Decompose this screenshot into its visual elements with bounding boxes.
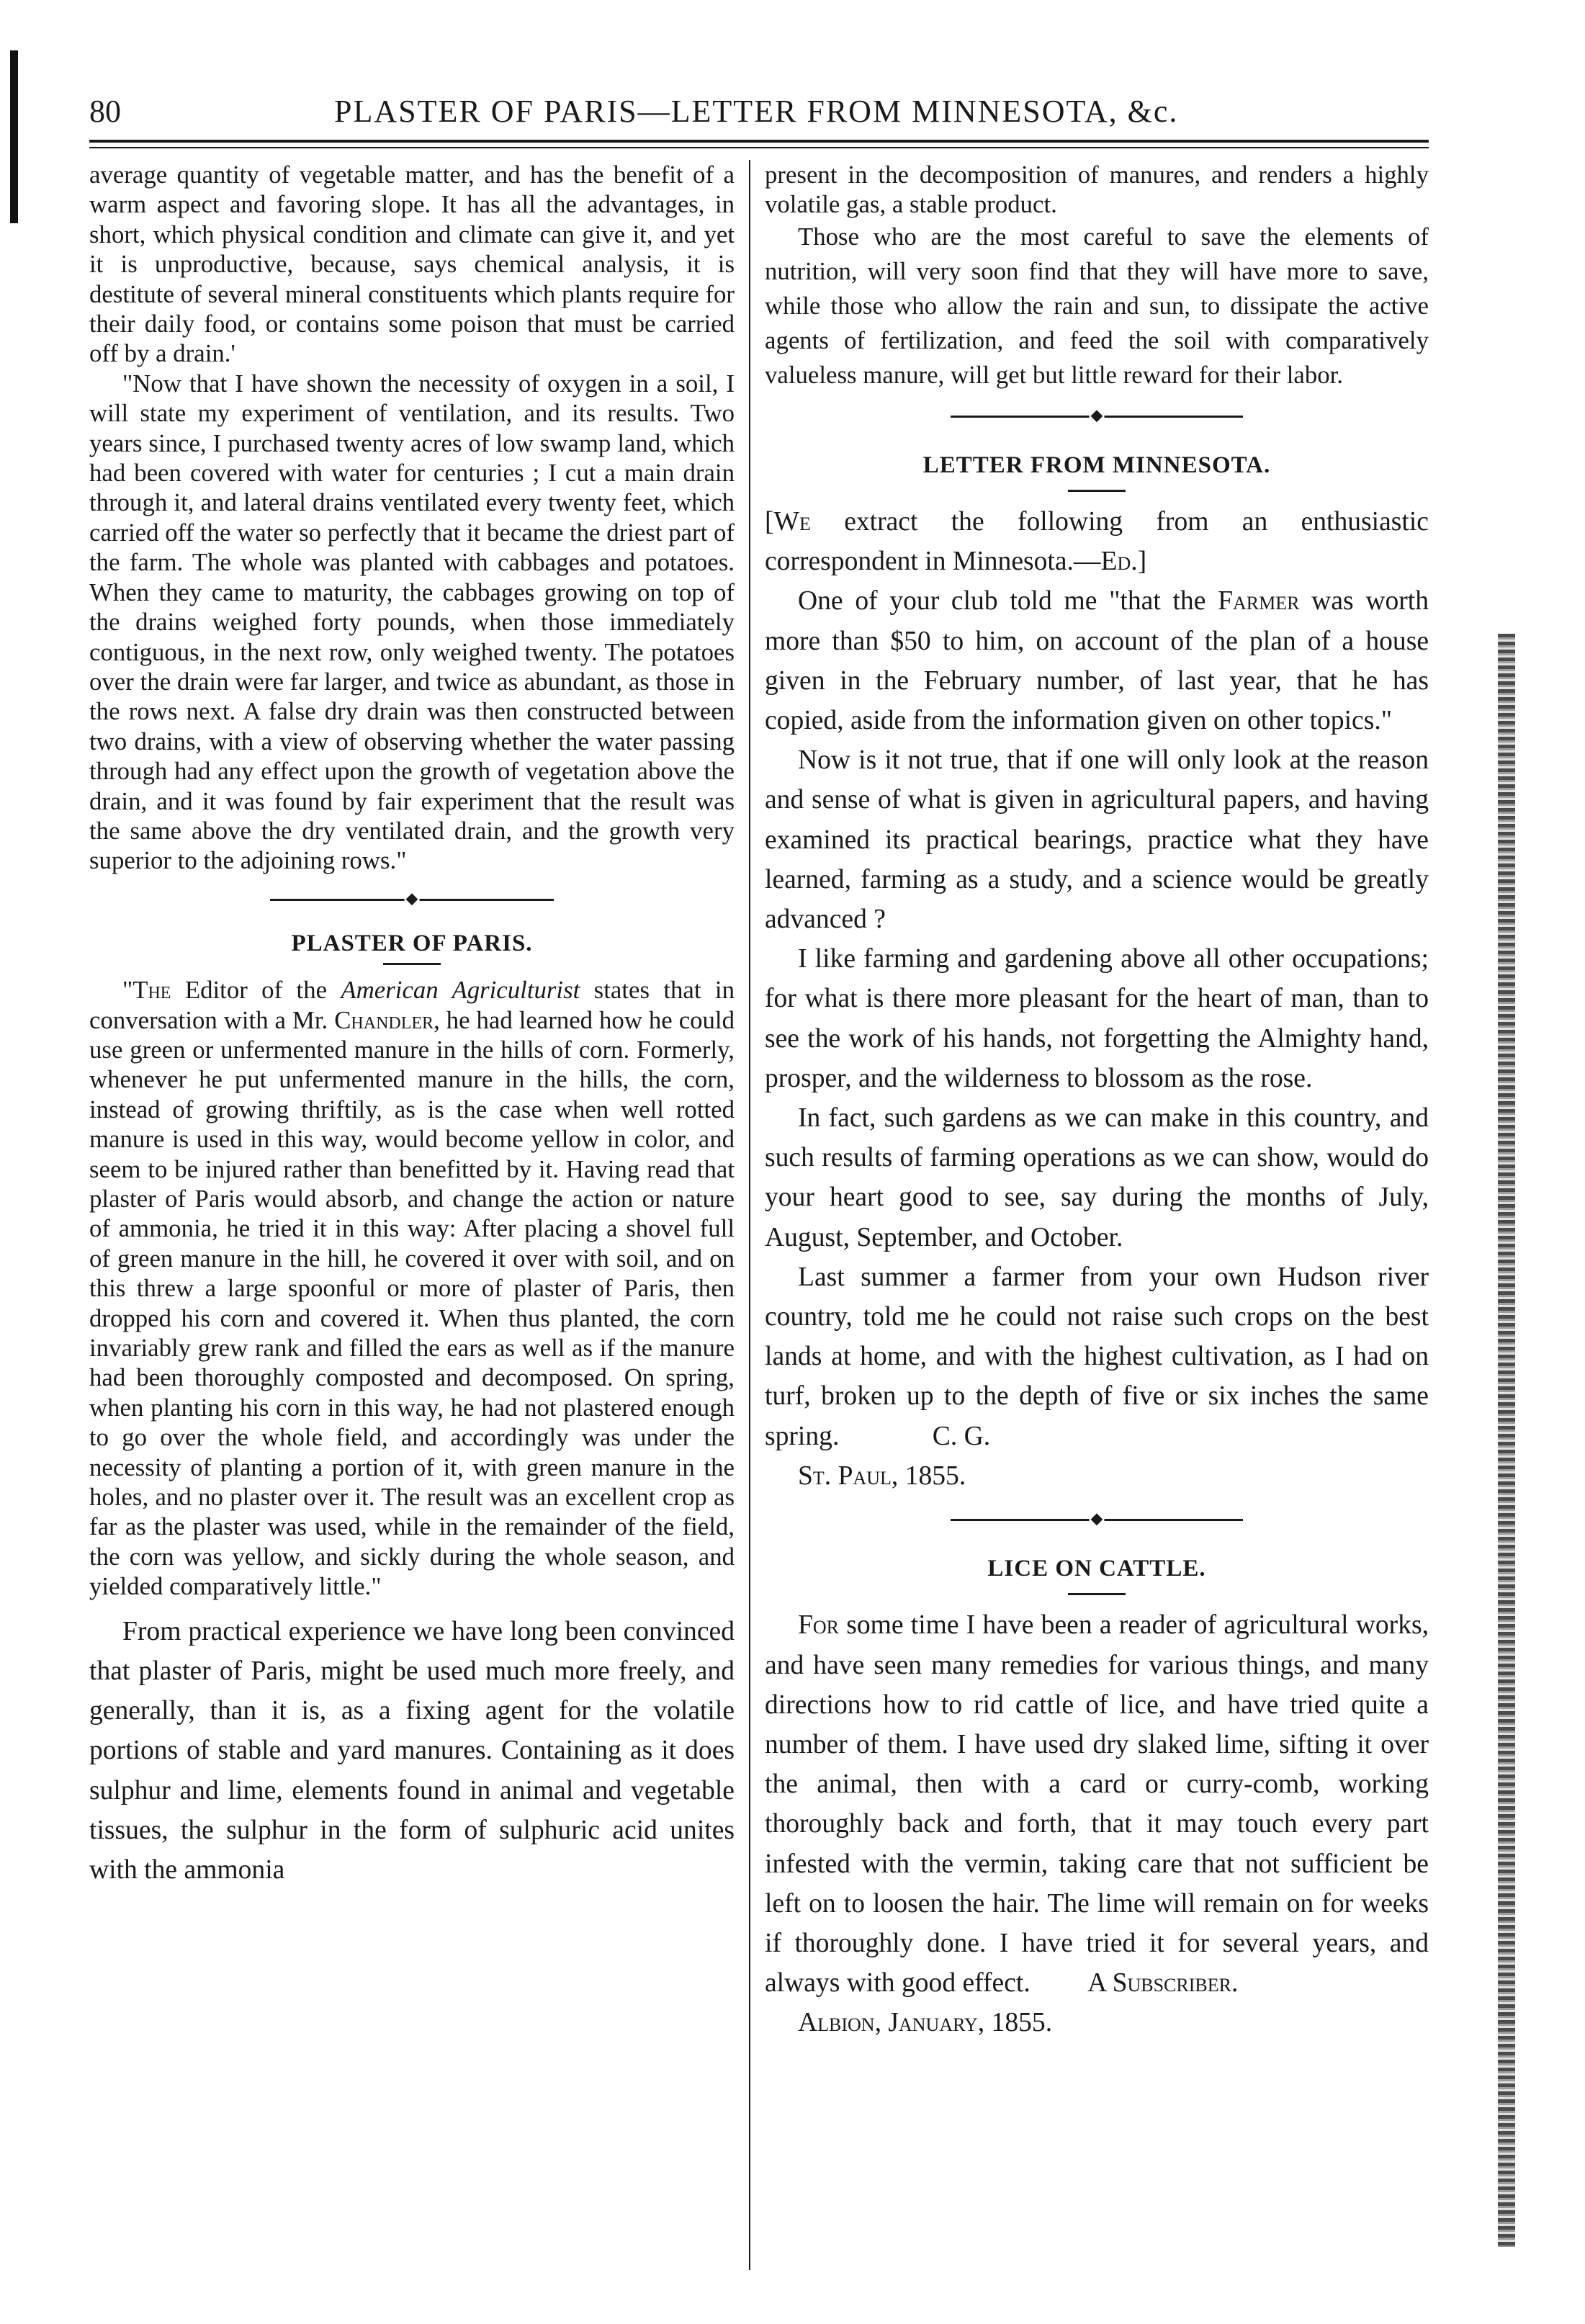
page-edge-scan-artifact <box>1498 634 1515 2247</box>
paragraph <box>765 1605 1429 2003</box>
right-column <box>765 160 1429 2043</box>
paragraph: I like farming and gardening above all other occupations; for what is there more pleasant for the heart of man, than to see the work of his hands, not forgetting the Almighty hand, prosper, and the wilderness to blossom as the rose. <box>765 944 1429 1093</box>
text-run: was worth more than $50 to him, on account of the plan of a house given in the February number, of last year, that he has copied, aside from the information given on other topics." <box>765 586 1429 736</box>
page-header <box>89 86 1429 137</box>
section-separator <box>765 392 1429 439</box>
text-run: , he had learned how he could use green or unfermented manure in the hills of corn. Formerly, whenever he put unfermented manure in the hills, the corn, instead of growing thriftily, as is the case when well rotted manure is used in this way, would become yellow in color, and seem to be injured rather than benefitted by it. Having read that plaster of Paris would absorb, and change the action or nature of ammonia, he tried it in this way: After placing a shovel full of green manure in the hill, he covered it over with soil, and on this threw a large spoonful or more of plaster of Paris, then dropped his corn and covered it. When thus planted, the corn invariably grew rank and filled the ears as well as if the manure had been thoroughly composted and decomposed. On spring, when planting his corn in this way, he had not plastered enough to go over the whole field, and accordingly was under the necessity of planting a portion of it, with green manure in the holes, and no plaster over it. The result was an excellent crop as far as the plaster was used, while in the remainder of the field, the corn was yellow, and sickly during the whole season, and yielded comparatively little." <box>89 1005 735 1601</box>
drop-word: We <box>773 507 811 537</box>
signature: C. G. <box>932 1421 991 1451</box>
paragraph: Now is it not true, that if one will only look at the reason and sense of what is given in agricultural papers, and having examined its practical bearings, practice what they have learned, farming as a study, and a science would be greatly advanced ? <box>765 745 1429 935</box>
editor-note <box>765 502 1429 581</box>
drop-word: "The <box>122 976 171 1005</box>
paragraph <box>765 581 1429 740</box>
text-run: Editor of the <box>171 976 341 1005</box>
paragraph <box>765 1257 1429 1456</box>
text-run: some time I have been a reader of agricultural works, and have seen many remedies for various things, and many directions how to rid cattle of lice, and have tried quite a number of them. I have used dry slaked lime, sifting it over the animal, then with a card or curry-comb, working thoroughly back and forth, that it may touch every part infested with the vermin, taking care that not sufficient be left on to loosen the hair. The lime will remain on for weeks if thoroughly done. I have tried it for several years, and always with good effect. <box>765 1610 1429 1998</box>
page-number: 80 <box>89 94 121 129</box>
running-head: PLASTER OF PARIS—LETTER FROM MINNESOTA, &c. <box>334 94 1179 129</box>
text-run: states that in conversation with a Mr. <box>89 976 735 1034</box>
bracket: [ <box>765 507 774 537</box>
text-run: Last summer a farmer from your own Hudson river country, told me he could not raise such crops on the best lands at home, and with the highest cultivation, as I had on turf, broken up to the depth of five or six inches the same spring. <box>765 1262 1429 1451</box>
signature: A Subscriber. <box>1087 1968 1239 1998</box>
section-title-minnesota: LETTER FROM MINNESOTA. <box>922 452 1271 478</box>
text-run: One of your club told me "that the <box>798 586 1218 616</box>
person-name: Chandler <box>334 1005 434 1034</box>
bracket: ] <box>1137 547 1147 577</box>
paragraph: Those who are the most careful to save the elements of nutrition, will very soon find that they will have more to save, while those who allow the rain and sun, to dissipate the active agents of fertilization, and feed the soil with comparatively valueless manure, will get but little reward for their labor. <box>765 222 1429 389</box>
header-rule-thin <box>89 147 1429 148</box>
paragraph: "Now that I have shown the necessity of oxygen in a soil, I will state my experiment of ventilation, and its results. Two years since, I purchased twenty acres of low swamp land, which had been covered with water for centuries ; I cut a main drain through it, and lateral drains ventilated every twenty feet, which carried off the water so perfectly that it became the driest part of the farm. The whole was planted with cabbages and potatoes. When they came to maturity, the cabbages growing on top of the drains weighed forty pounds, when those immediately contiguous, in the next row, only weighed twenty. The potatoes over the drain were far larger, and twice as abundant, as those in the rows next. A false dry drain was then constructed between two drains, with a view of observing whether the water passing through had any effect upon the growth of vegetation above the drain, and it was found by fair experiment that the result was the same above the dry ventilated drain, and the growth very superior to the adjoining rows." <box>89 369 735 875</box>
publication-name: Farmer <box>1218 586 1300 616</box>
continued-paragraph: average quantity of vegetable matter, and has the benefit of a warm aspect and favoring slope. It has all the advantages, in short, which physical condition and climate can give it, and yet it is unproductive, because, says chemical analysis, it is destitute of several mineral constituents which plants require for their daily food, or contains some poison that must be carried off by a drain.' <box>89 161 735 368</box>
section-separator <box>765 1496 1429 1542</box>
title-rule <box>1068 490 1126 492</box>
section-separator <box>89 876 735 922</box>
editor-abbrev: Ed. <box>1100 547 1138 577</box>
paragraph: From practical experience we have long been convinced that plaster of Paris, might be used much more freely, and generally, than it is, as a fixing agent for the volatile portions of stable and yard manures. Containing as it does sulphur and lime, elements found in animal and vegetable tissues, the sulphur in the form of sulphuric acid unites with the ammonia <box>89 1616 735 1885</box>
section-title-plaster: PLASTER OF PARIS. <box>291 930 533 956</box>
dateline: Albion, January, 1855. <box>798 2008 1053 2038</box>
column-divider <box>749 160 750 2270</box>
drop-word: For <box>798 1610 840 1641</box>
continued-paragraph: present in the decomposition of manures, and renders a highly volatile gas, a stable product. <box>765 161 1429 219</box>
title-rule <box>383 963 441 965</box>
header-rule-thick <box>89 140 1429 143</box>
text-run: extract the following from an enthusiastic correspondent in Minnesota.— <box>765 507 1429 577</box>
section-title-lice: LICE ON CATTLE. <box>987 1556 1206 1582</box>
binding-shadow <box>10 50 18 223</box>
paragraph: In fact, such gardens as we can make in this country, and such results of farming operations as we can show, would do your heart good to see, say during the months of July, August, September, and October. <box>765 1103 1429 1252</box>
dateline: St. Paul, 1855. <box>798 1461 966 1491</box>
paragraph <box>89 975 735 1602</box>
journal-title: American Agriculturist <box>341 976 580 1005</box>
title-rule <box>1068 1593 1126 1595</box>
left-column <box>89 160 735 1890</box>
